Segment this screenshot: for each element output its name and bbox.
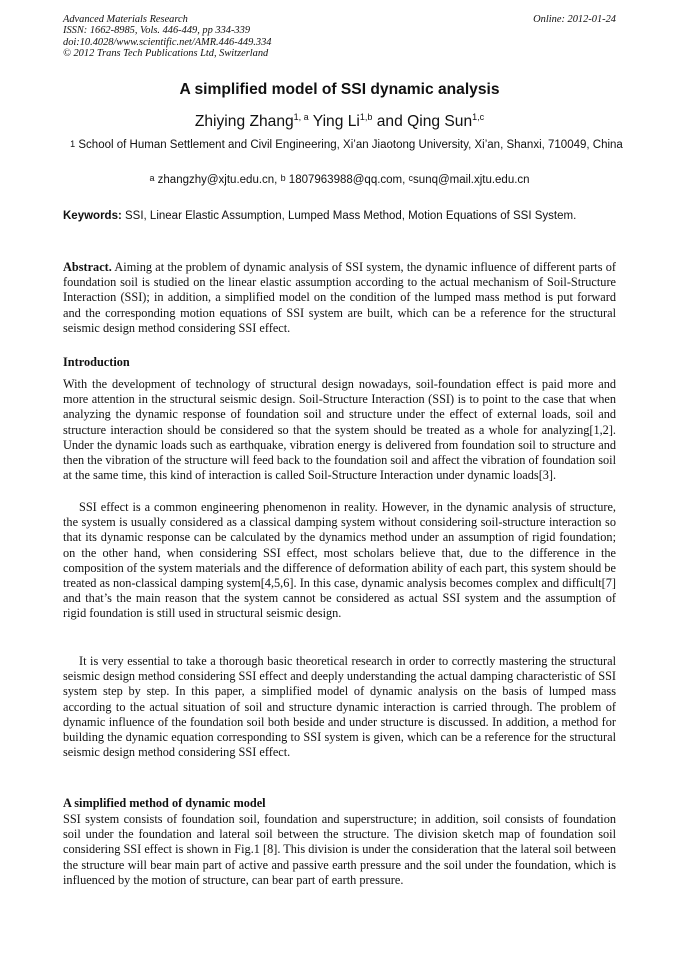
email-link[interactable]: zhangzhy@xjtu.edu.cn, xyxy=(157,174,278,186)
journal-name: Advanced Materials Research xyxy=(63,14,188,25)
online-date: Online: 2012-01-24 xyxy=(533,14,616,25)
affiliation xyxy=(70,137,623,153)
keywords-text: SSI, Linear Elastic Assumption, Lumped Mass Method, Motion Equations of SSI System. xyxy=(125,210,577,222)
issn-line: ISSN: 1662-8985, Vols. 446-449, pp 334-339 xyxy=(63,25,251,37)
author-name: Qing Sun xyxy=(407,113,473,130)
author-superscript: 1,c xyxy=(472,112,485,122)
author-conjunction: and xyxy=(376,113,403,130)
paper-title: A simplified model of SSI dynamic analysis xyxy=(179,81,500,98)
journal-header xyxy=(63,14,403,60)
method-paragraph-1: SSI system consists of foundation soil, foundation and superstructure; in addition, soil consists of foundation soil under the foundation and lateral soil between the structure. The division sketch map of foundation soil considering SSI effect is shown in Fig.1 [8]. This division is under the consideration that the lateral soil between the structure will bear main part of active and passive earth pressure and the soil under the foundation, which is influenced by the motion of structure, can bear part of earth pressure. xyxy=(63,812,616,887)
section-heading-introduction: Introduction xyxy=(63,355,130,369)
keywords-block xyxy=(63,208,616,224)
intro-paragraph-1: With the development of technology of structural design nowadays, soil-foundation effect is paid more and more attention in the structural seismic design. Soil-Structure Interaction (SSI) is to point to the case that when analyzing the dynamic response of foundation soil and structure under the effect of external loads, soil and structure interaction should be considered so that the system should be treated as a whole for analyzing[1,2]. Under the dynamic loads such as earthquake, vibration energy is delivered from foundation soil to structure and then the vibration of the structure will feed back to the foundation soil and affect the vibration of foundation soil at the same time, this kind of interaction is called Soil-Structure Interaction under dynamic loads[3]. xyxy=(63,377,616,483)
section-heading-method: A simplified method of dynamic model xyxy=(63,796,266,810)
copyright-line: © 2012 Trans Tech Publications Ltd, Switzerland xyxy=(63,48,269,60)
abstract-block xyxy=(63,260,616,336)
intro-paragraph-3: It is very essential to take a thorough basic theoretical research in order to correctly mastering the structural seismic design method considering SSI effect and deeply understanding the actual damping characteristic of SSI system step by step. In this paper, a simplified model of dynamic analysis on the basis of lumped mass according to the actual situation of soil and structure dynamic interaction is carried through. The problem of dynamic influence of the foundation soil both beside and under structure is discussed. In addition, a method for building the dynamic equation corresponding to SSI system is given, which can be a reference for the structural seismic design method considering SSI effect. xyxy=(63,654,616,760)
author-superscript: 1,b xyxy=(359,112,373,122)
affiliation-superscript: 1 xyxy=(70,139,76,149)
email-superscript: c xyxy=(408,173,414,183)
author-emails xyxy=(63,174,616,186)
email-superscript: b xyxy=(280,173,286,183)
abstract-text: Aiming at the problem of dynamic analysis of SSI system, the dynamic influence of different parts of foundation soil is studied on the linear elastic assumption according to the actual mechanism of Soil-Structure Interaction (SSI); in addition, a simplified model on the condition of the lumped mass method is put forward and the corresponding motion equations of SSI system are built, which can be a reference for the structural seismic design method considering SSI effect. xyxy=(63,260,616,335)
author-name: Ying Li xyxy=(312,113,360,130)
intro-paragraph-2: SSI effect is a common engineering phenomenon in reality. However, in the dynamic analysis of structure, the system is usually considered as a classical damping system without considering soil-structure interaction so that its dynamic response can be calculated by the dynamics method under an assumption of rigid foundation; on the other hand, when considering SSI effect, most scholars believe that, due to the difference in the composition of the system materials and the difference of deformation ability of each part, this system should be treated as non-classical damping system[4,5,6]. In this case, dynamic analysis becomes complex and difficult[7] and that’s the main reason that the system cannot be considered as actual SSI system and the assumption of rigid foundation is still used in structural seismic design. xyxy=(63,500,616,621)
email-superscript: a xyxy=(149,173,155,183)
author-list xyxy=(63,113,616,131)
email-link[interactable]: sunq@mail.xjtu.edu.cn xyxy=(413,174,530,186)
doi-line: doi:10.4028/www.scientific.net/AMR.446-449.334 xyxy=(63,36,272,48)
author-name: Zhiying Zhang xyxy=(194,113,294,130)
email-link[interactable]: 1807963988@qq.com, xyxy=(288,174,406,186)
abstract-label: Abstract. xyxy=(63,260,112,274)
keywords-label: Keywords: xyxy=(63,210,122,222)
affiliation-text: School of Human Settlement and Civil Engineering, Xi’an Jiaotong University, Xi’an, Shanxi, 710049, China xyxy=(78,139,623,151)
author-superscript: 1, a xyxy=(293,112,309,122)
